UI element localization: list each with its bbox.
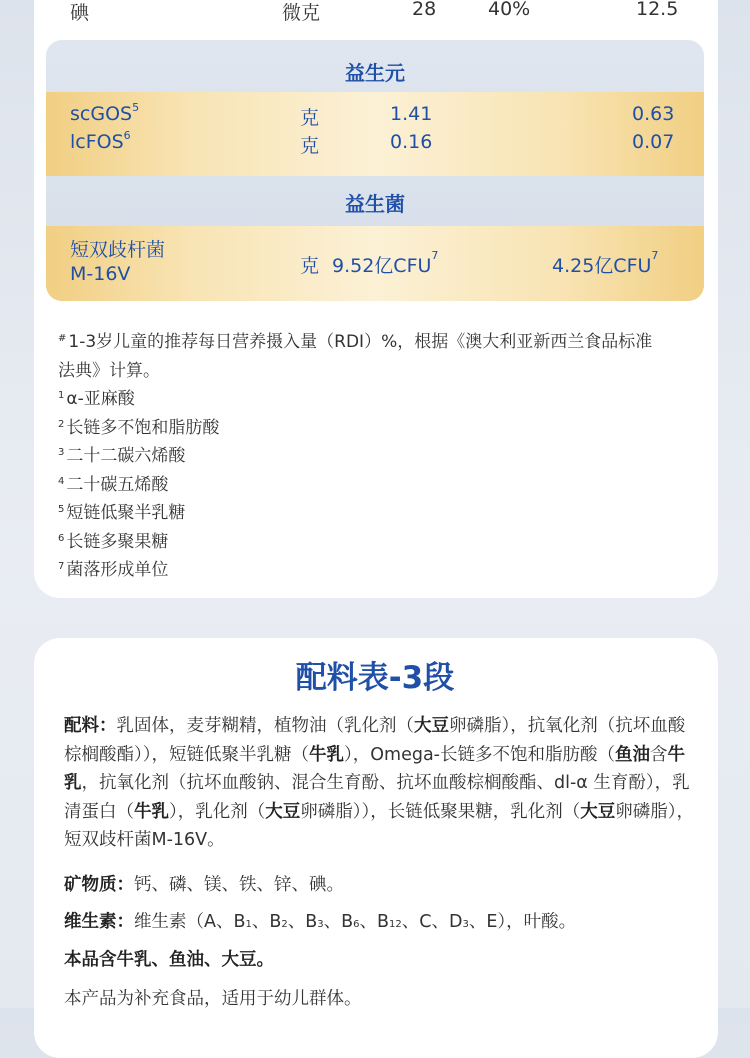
- rdi-footnote: # 1-3岁儿童的推荐每日营养摄入量（RDI）%，根据《澳大利亚新西兰食品标准: [58, 332, 653, 352]
- footnote-item: $^4$ 二十碳五烯酸: [58, 475, 169, 495]
- prebiotic-per100kj: 0.63: [632, 103, 675, 125]
- vitamins-text: 维生素：维生素（A、B1、B2、B3、B6、B12、C、D3、E），叶酸。: [64, 912, 577, 932]
- ingredients-text: 配料：乳固体，麦芽糊精，植物油（乳化剂（大豆卵磷脂），抗氧化剂（抗坏血酸棕榈酸酯）），短链低聚半乳糖（牛乳），Omega-长链多不饱和脂肪酸（鱼油含牛乳，抗氧化剂（抗坏血酸钠、混合生育酚、抗坏血酸棕榈酸酯、dl-α 生育酚），乳清蛋白（牛乳），乳化剂（大豆卵磷脂）），长链低聚果糖，乳化剂（大豆卵磷脂），短双歧杆菌M-16V。: [64, 716, 694, 850]
- nutrient-percent: 40%: [488, 0, 531, 20]
- probiotics-header: 益生菌: [345, 192, 405, 216]
- prebiotic-value: 1.41: [390, 103, 433, 125]
- footnote-item: $^7$ 菌落形成单位: [58, 560, 169, 580]
- probiotic-unit: 克: [300, 255, 320, 277]
- ingredients-title: 配料表-3段: [295, 660, 455, 696]
- prebiotic-unit: 克: [300, 135, 320, 157]
- prebiotics-body: [46, 92, 704, 176]
- prebiotic-name: scGOS$^5$: [70, 101, 140, 125]
- allergen-text: 本品含牛乳、鱼油、大豆。: [64, 950, 274, 970]
- probiotic-value: 9.52亿CFU$^7$: [332, 249, 439, 277]
- supplement-text: 本产品为补充食品，适用于幼儿群体。: [64, 989, 362, 1009]
- nutrient-name: 碘: [70, 2, 90, 24]
- prebiotic-per100kj: 0.07: [632, 131, 675, 153]
- probiotics-body: [46, 226, 704, 301]
- probiotic-name: 短双歧杆菌 M-16V: [70, 239, 166, 285]
- rdi-footnote-cont: 法典》计算。: [58, 361, 160, 381]
- nutrition-table: [46, 40, 704, 301]
- probiotic-per100kj: 4.25亿CFU$^7$: [552, 249, 659, 277]
- footnote-item: $^1$ α-亚麻酸: [58, 389, 135, 409]
- nutrient-per100kj: 12.5: [636, 0, 679, 20]
- nutrient-value: 28: [412, 0, 437, 20]
- prebiotic-name: lcFOS$^6$: [70, 129, 131, 153]
- footnote-item: $^5$ 短链低聚半乳糖: [58, 503, 186, 523]
- nutrient-unit: 微克: [282, 2, 321, 24]
- table-row-iodine: [0, 0, 750, 24]
- prebiotics-header: 益生元: [345, 61, 405, 85]
- prebiotic-value: 0.16: [390, 131, 433, 153]
- footnote-item: $^6$ 长链多聚果糖: [58, 532, 169, 552]
- footnote-item: $^2$ 长链多不饱和脂肪酸: [58, 418, 220, 438]
- minerals-text: 矿物质：钙、磷、镁、铁、锌、碘。: [64, 875, 344, 895]
- footnote-item: $^3$ 二十二碳六烯酸: [58, 446, 186, 466]
- prebiotic-unit: 克: [300, 107, 320, 129]
